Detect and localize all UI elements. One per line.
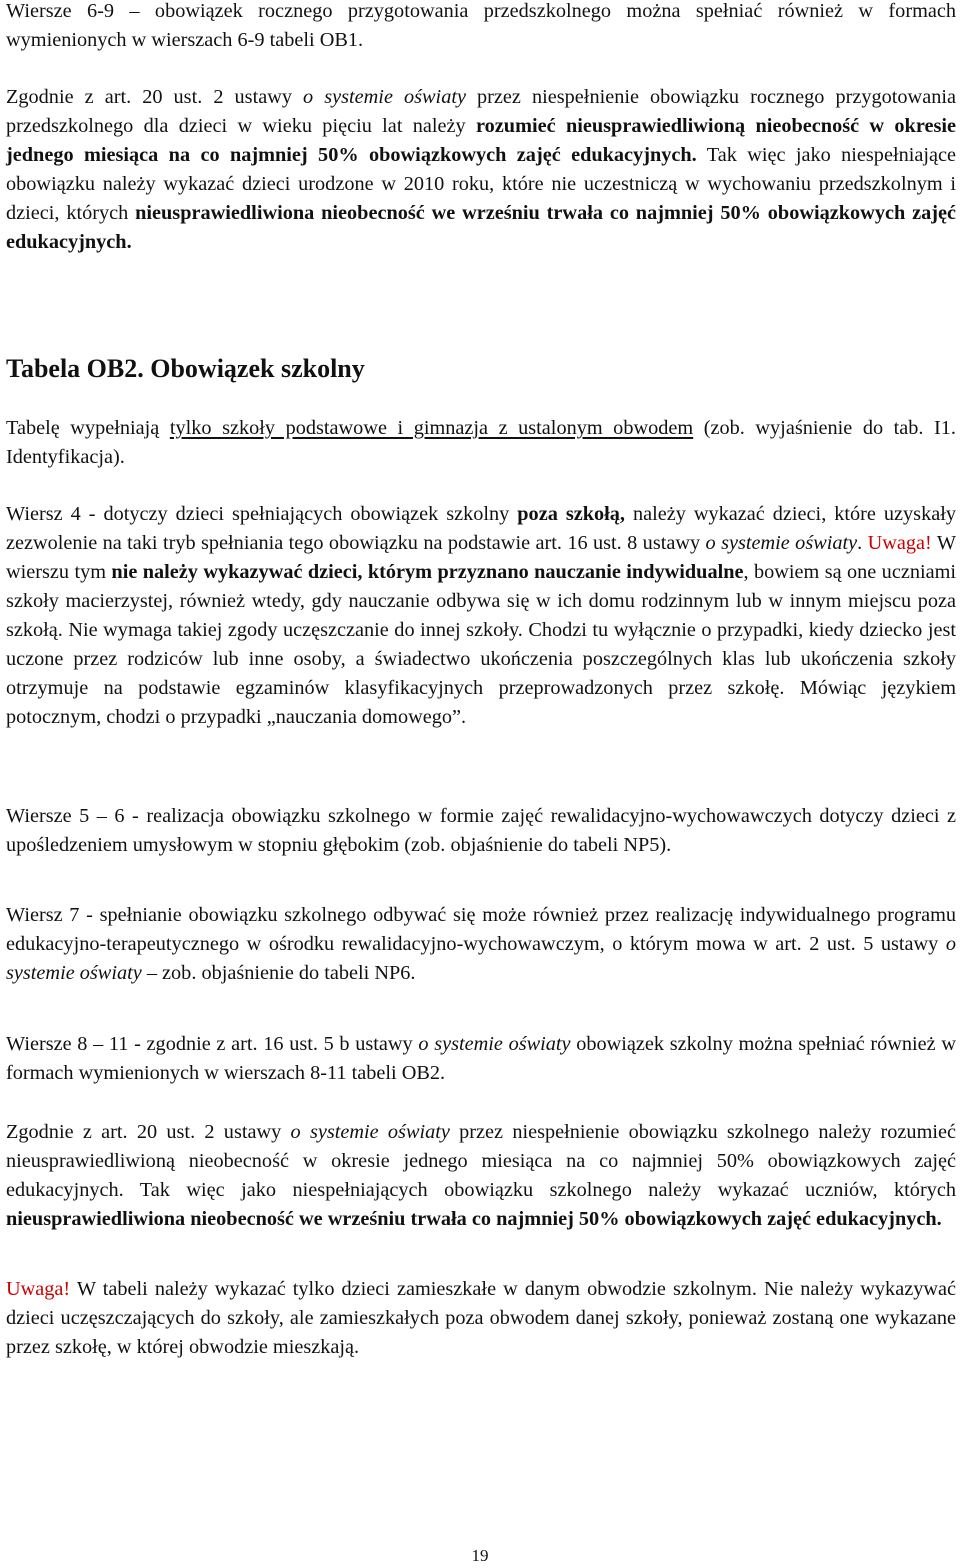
text: W wierszu tym	[6, 532, 956, 583]
paragraph-art20-school	[6, 1118, 956, 1234]
text: , bowiem są one uczniami szkoły macierzystej, również wtedy, gdy nauczanie odbywa się w ich domu rodzinnym lub w innym miejscu poza szkołą. Nie wymaga takiej zgody uczęszczanie do innej szkoły. Chodzi tu wyłącznie o przypadki, kiedy dziecko jest uczone przez rodziców lub inne osoby, a świadectwo ukończenia poszczególnych klas lub ukończenia szkoły otrzymuje na podstawie egzaminów klasyfikacyjnych przeprowadzonych przez szkołę. Mówiąc językiem potocznym, chodzi o przypadki „nauczania domowego”.	[6, 561, 957, 728]
law-title: o systemie oświaty	[290, 1121, 450, 1143]
text: Wiersz 7 - spełnianie obowiązku szkolnego odbywać się może również przez realizację indywidualnego programu edukacyjno-terapeutycznego w ośrodku rewalidacyjno-wychowawczym, o którym mowa w art. 2 ust. 5 ustawy	[6, 904, 956, 955]
paragraph-art20-preschool	[6, 83, 956, 257]
warning-label: Uwaga!	[6, 1278, 71, 1300]
text: Wiersze 6-9 – obowiązek rocznego przygotowania przedszkolnego można spełniać również w formach wymienionych w wierszach 6-9 tabeli OB1.	[6, 0, 956, 51]
page-number: 19	[471, 1546, 489, 1565]
warning-label: Uwaga!	[867, 532, 932, 554]
text: – zob. objaśnienie do tabeli NP6.	[141, 962, 416, 984]
paragraph-row-4	[6, 500, 956, 732]
text: (zob. wyjaśnienie do tab. I1. Identyfikacja).	[6, 417, 957, 468]
text: przez niespełnienie obowiązku szkolnego należy rozumieć nieusprawiedliwioną nieobecność w okresie jednego miesiąca na co najmniej 50% obowiązkowych zajęć edukacyjnych. Tak więc jako niespełniających obowiązku szkolnego należy wykazać uczniów, których	[6, 1121, 956, 1201]
text: Wiersze 8 – 11 - zgodnie z art. 16 ust. 5 b ustawy	[6, 1033, 419, 1055]
paragraph-row-7	[6, 901, 956, 988]
text: Wiersz 4 - dotyczy dzieci spełniających obowiązek szkolny	[6, 503, 518, 525]
bold-text: nie należy wykazywać dzieci, którym przyznano nauczanie indywidualne	[111, 561, 744, 583]
paragraph-rows-5-6	[6, 802, 956, 860]
law-title: o systemie oświaty	[6, 933, 956, 984]
law-title: o systemie oświaty	[303, 86, 466, 108]
text: .	[857, 532, 868, 554]
underlined-text: tylko szkoły podstawowe i gimnazja z ustalonym obwodem	[169, 417, 694, 439]
text: Tak więc jako niespełniające obowiązku należy wykazać dzieci urodzone w 2010 roku, które nie uczestniczą w wychowaniu przedszkolnym i dzieci, których	[6, 144, 956, 224]
text: Wiersze 5 – 6 - realizacja obowiązku szkolnego w formie zajęć rewalidacyjno-wychowawczych dotyczy dzieci z upośledzeniem umysłowym w stopniu głębokim (zob. objaśnienie do tabeli NP5).	[6, 805, 956, 856]
section-heading: Tabela OB2. Obowiązek szkolny	[6, 354, 365, 383]
text: Zgodnie z art. 20 ust. 2 ustawy	[6, 1121, 291, 1143]
bold-text: poza szkołą,	[517, 503, 625, 525]
bold-text: rozumieć nieusprawiedliwioną nieobecność w okresie jednego miesiąca na co najmniej 50% obowiązkowych zajęć edukacyjnych.	[6, 115, 956, 166]
paragraph-rows-6-9	[6, 0, 956, 55]
text: Tabelę wypełniają	[6, 417, 170, 439]
paragraph-rows-8-11	[6, 1030, 956, 1088]
law-title: o systemie oświaty	[705, 532, 858, 554]
text: obowiązek szkolny można spełniać również w formach wymienionych w wierszach 8-11 tabeli OB2.	[6, 1033, 957, 1084]
text: W tabeli należy wykazać tylko dzieci zamieszkałe w danym obwodzie szkolnym. Nie należy wykazywać dzieci uczęszczających do szkoły, ale zamieszkałych poza obwodem danej szkoły, ponieważ zostaną one wykazane przez szkołę, w której obwodzie mieszkają.	[6, 1278, 956, 1358]
bold-text: nieusprawiedliwiona nieobecność we wrześniu trwała co najmniej 50% obowiązkowych zajęć edukacyjnych.	[6, 202, 956, 253]
text: przez niespełnienie obowiązku rocznego przygotowania przedszkolnego dla dzieci w wieku pięciu lat należy	[6, 86, 956, 137]
bold-text: nieusprawiedliwiona nieobecność we wrześniu trwała co najmniej 50% obowiązkowych zajęć edukacyjnych.	[6, 1208, 942, 1230]
paragraph-warning	[6, 1275, 956, 1362]
text: należy wykazać dzieci, które uzyskały zezwolenie na taki tryb spełniania tego obowiązku na podstawie art. 16 ust. 8 ustawy	[6, 503, 956, 554]
paragraph-table-scope	[6, 414, 956, 472]
law-title: o systemie oświaty	[418, 1033, 571, 1055]
text: Zgodnie z art. 20 ust. 2 ustawy	[6, 86, 304, 108]
